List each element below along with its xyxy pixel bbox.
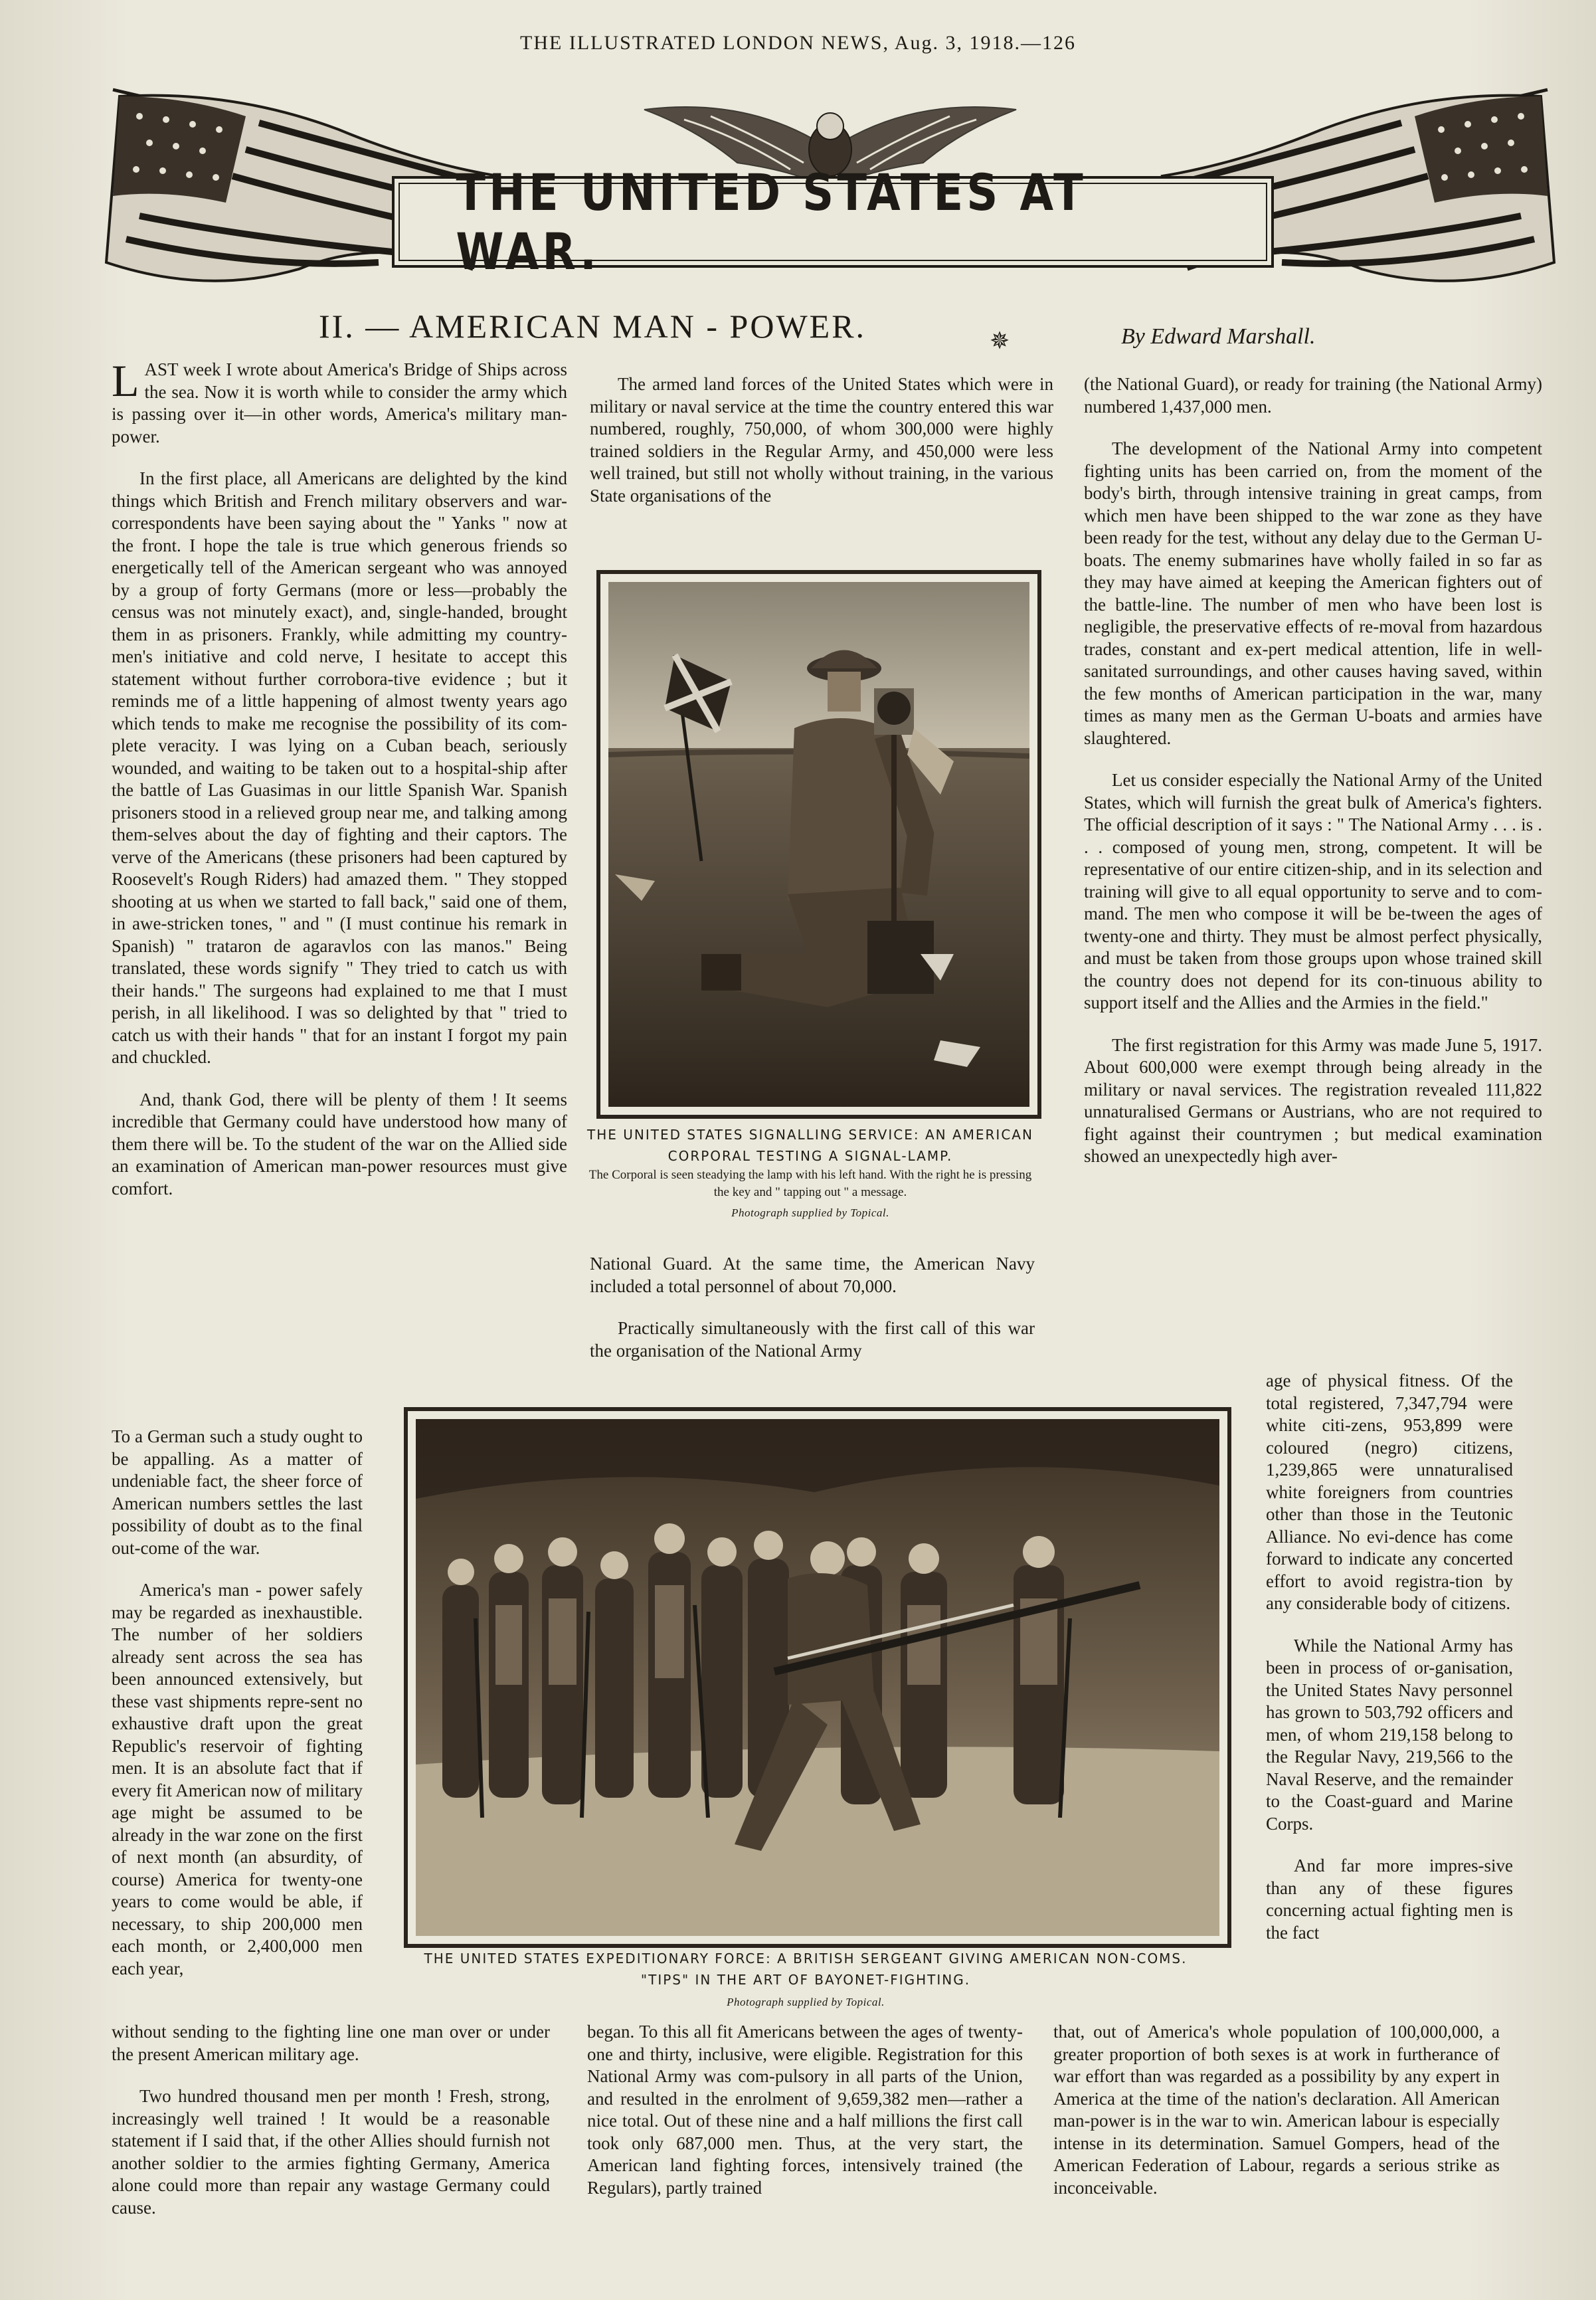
paragraph: AST week I wrote about America's Bridge of Ships across the sea. Now it is worth while to consider the army which is passing over it—in other words, America's military man-power.: [112, 359, 567, 446]
drop-cap: L: [112, 355, 139, 406]
caption-bayonet: [399, 1948, 1213, 2009]
column-right-top: [1084, 373, 1542, 1168]
photo-credit: Photograph supplied by Topical.: [731, 1206, 889, 1219]
subheadline: II. — AMERICAN MAN - POWER.: [319, 308, 867, 345]
paragraph: The development of the National Army into competent fighting units has been carried on, from the moment of the body's birth, through intensive training in great camps, from which men have been shipped to the war zone as they have been ready for the test, without any delay due to the German U-boats. The enemy submarines have wholly failed in so far as they may have aimed at keeping the American fighters out of the battle-line. The number of men who have been lost is negligible, the preservative effects of re-moval from hazardous trades, constant and ex-pert medical attention, life in well-sanitated surroundings, and other causes having saved, within the few months of American participation in the war, many times as many men as the German U-boats and armies have slaughtered.: [1084, 438, 1542, 748]
paragraph: age of physical fitness. Of the total registered, 7,347,794 were white citi-zens, 953,899 were coloured (negro) citizens, 1,239,865 were unnaturalised white foreigners from countries other than those in the Teutonic Alliance. No evi-dence has come forward to indicate any concerted effort to avoid registra-tion by any considerable body of citizens.: [1266, 1371, 1513, 1613]
byline: By Edward Marshall.: [1121, 324, 1316, 349]
paragraph: National Guard. At the same time, the American Navy included a total personnel of about 70,000.: [590, 1254, 1035, 1296]
paragraph: While the National Army has been in process of or-ganisation, the United States Navy personnel has grown to 503,792 officers and men, of whom 219,158 belong to the Regular Navy, 219,566 to the Naval Reserve, and the remainder to the Coast-guard and Marine Corps.: [1266, 1635, 1513, 1834]
headline-box: [392, 163, 1274, 281]
caption-description: The Corporal is seen steadying the lamp with his left hand. With the right he is pressing the key and " tapping out " a message.: [588, 1168, 1032, 1199]
paragraph: without sending to the fighting line one man over or under the present American military age.: [112, 2022, 550, 2064]
paragraph: And, thank God, there will be plenty of them ! It seems incredible that Germany could have understood how many of them there will be. To the student of the war on the Allied side an examination of American man-power resources must give comfort.: [112, 1089, 567, 1198]
paragraph: In the first place, all Americans are delighted by the kind things which British and French military observers and war-correspondents have been saying about the " Yanks " now at the front. I hope the tale is true which generous friends so energetically tell of the American sergeant who was annoyed by a group of forty Germans (more or less—probably the census was not minutely exact), and, single-handed, brought them in as prisoners. Frankly, while admitting my country-men's initiative and cold nerve, I hesitate to accept this statement without further corrobora-tive evidence ; but it reminds me of a little happening of almost twenty years ago which tends to make me recognise the possibility of its com-plete veracity. I was lying on a Cuban beach, seriously wounded, and waiting to be taken out to a hospital-ship after the battle of Las Guasimas in our little Spanish War. Spanish prisoners stood in a relieved group near me, and talking among them-selves about the day of fighting and their captors. The verve of the Americans (these prisoners had been captured by Roosevelt's Rough Riders) had amazed them. " They stopped shooting at us when we started to fall back," said one of them, in awe-stricken tones, " and " (I must continue his remark in Spanish) " trataron de agaravlos con las manos." Being translated, these words signify " They tried to catch us with their hands." The surgeons had explained to me that I must perish, in all likelihood. I was so delighted by that " tried to catch us with their hands " that for an instant I forgot my pain and chuckled.: [112, 468, 567, 1067]
column-mid-bottom: [587, 2021, 1023, 2219]
column-mid-middle: [590, 1253, 1035, 1382]
column-left-top: [112, 355, 567, 1200]
paragraph: And far more impres-sive than any of these figures concerning actual fighting men is the fact: [1266, 1856, 1513, 1943]
photo-signalling-frame: [596, 570, 1041, 1119]
photo-bayonet: [416, 1419, 1219, 1936]
caption-signalling: [584, 1124, 1036, 1220]
caption-title: THE UNITED STATES SIGNALLING SERVICE: AN AMERICAN CORPORAL TESTING A SIGNAL-LAMP.: [587, 1127, 1033, 1164]
column-left-bottom: [112, 2021, 550, 2239]
paragraph: began. To this all fit Americans between the ages of twenty-one and thirty, inclusive, were eligible. Registration for this National Army was com-pulsory in all parts of the Union, and resulted in the enrolment of 9,659,382 men—rather a nice total. Out of these nine and a half millions the first call took only 687,000 men. Thus, at the very start, the American land fighting forces, intensively trained (the Regulars), partly trained: [587, 2022, 1023, 2198]
paragraph: Two hundred thousand men per month ! Fresh, strong, increasingly well trained ! It would be a reasonable statement if I said that, if the other Allies should furnish not another soldier to the armies fighting Germany, America alone could more than repair any wastage Germany could cause.: [112, 2086, 550, 2218]
paragraph: The armed land forces of the United States which were in military or naval service at the time the country entered this war numbered, roughly, 750,000, of whom 300,000 were highly trained soldiers in the Regular Army, and 450,000 were less well trained, but still not wholly without training, in the various State organisations of the: [590, 374, 1053, 506]
paragraph: Let us consider especially the National Army of the United States, which will furnish the great bulk of America's fighters. The official description of it says : " The National Army . . . is . . . composed of young men, strong, competent. It will be representative of our entire citizen-ship, and in its selection and training will give to all equal opportunity to serve and to com-mand. The men who compose it will be be-tween the ages of twenty-one and thirty. They must be almost perfect physically, and must be taken from those groups upon whose trained skill the country does not depend for its con-tinuous ability to support itself and the Allies and the Armies in the field.": [1084, 770, 1542, 1012]
photo-bayonet-frame: [404, 1407, 1231, 1948]
column-mid-top: [590, 373, 1053, 527]
caption-title: THE UNITED STATES EXPEDITIONARY FORCE: A BRITISH SERGEANT GIVING AMERICAN NON-COMS. "TIPS" IN THE ART OF BAYONET-FIGHTING.: [424, 1951, 1188, 1988]
paragraph: Practically simultaneously with the first call of this war the organisation of the National Army: [590, 1318, 1035, 1361]
running-head: THE ILLUSTRATED LONDON NEWS, Aug. 3, 1918.—126: [520, 32, 1076, 54]
star-ornament-icon: ✵: [990, 328, 1010, 354]
paragraph: The first registration for this Army was made June 5, 1917. About 600,000 were exempt through being already in the military or naval services. The registration revealed 111,822 unnaturalised Germans or Austrians, who are not required to fight against their countrymen ; but medical examination showed an unexpectedly high aver-: [1084, 1034, 1542, 1166]
paragraph: that, out of America's whole population of 100,000,000, a greater proportion of both sexes is at work in furtherance of war effort than was regarded as a possibility by any expert in America at the time of the nation's declaration. All American man-power is in the war to win. American labour is especially intense in its determination. Samuel Gompers, head of the American Federation of Labour, regards a serious strike as inconceivable.: [1053, 2022, 1500, 2198]
column-left-narrow: [112, 1426, 363, 2000]
photo-signalling: [608, 582, 1029, 1107]
paragraph: To a German such a study ought to be appalling. As a matter of undeniable fact, the sheer force of American numbers settles the last possibility of doubt as to the final out-come of the war.: [112, 1426, 363, 1558]
headline: THE UNITED STATES AT WAR.: [456, 163, 1087, 281]
column-right-narrow: [1266, 1370, 1513, 1944]
column-right-bottom: [1053, 2021, 1500, 2219]
paragraph: America's man - power safely may be regarded as inexhaustible. The number of her soldiers already sent across the sea has been announced extensively, but these vast shipments repre-sent no exhaustive draft upon the great Republic's reservoir of fighting men. It is an absolute fact that if every fit American now of military age might be assumed to be already in the war zone on the first of next month (an absurdity, of course) America for twenty-one years to come would be able, if necessary, to ship 200,000 men each month, or 2,400,000 men each year,: [112, 1580, 363, 1978]
photo-credit: Photograph supplied by Topical.: [727, 1996, 885, 2008]
paragraph: (the National Guard), or ready for training (the National Army) numbered 1,437,000 men.: [1084, 374, 1542, 417]
